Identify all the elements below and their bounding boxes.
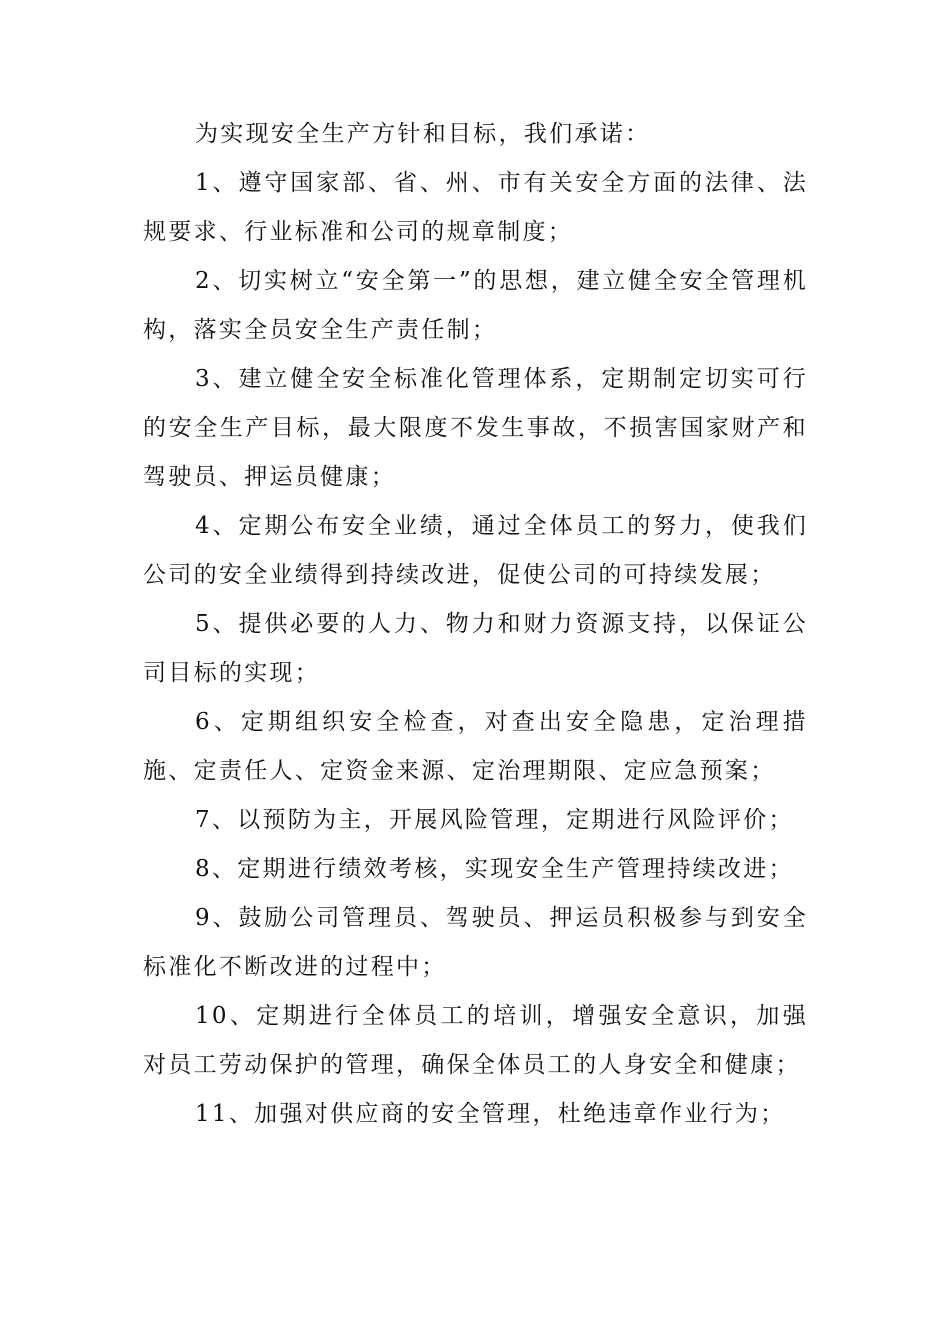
commitment-item-5: 5、提供必要的人力、物力和财力资源支持，以保证公司目标的实现；: [143, 611, 808, 686]
commitment-item-7: 7、以预防为主，开展风险管理，定期进行风险评价；: [195, 807, 794, 833]
commitment-item-2: 2、切实树立“安全第一”的思想，建立健全安全管理机构，落实全员安全生产责任制；: [143, 268, 808, 343]
commitment-item-6: 6、定期组织安全检查，对查出安全隐患，定治理措施、定责任人、定资金来源、定治理期限、定应急预案；: [143, 709, 808, 784]
commitment-item-10: 10、定期进行全体员工的培训，增强安全意识，加强对员工劳动保护的管理，确保全体员工的人身安全和健康；: [143, 1003, 808, 1078]
commitment-item-4: 4、定期公布安全业绩，通过全体员工的努力，使我们公司的安全业绩得到持续改进，促使公司的可持续发展；: [143, 513, 808, 588]
commitment-item-1: 1、遵守国家部、省、州、市有关安全方面的法律、法规要求、行业标准和公司的规章制度；: [143, 170, 808, 245]
commitment-item-11: 11、加强对供应商的安全管理，杜绝违章作业行为；: [195, 1101, 786, 1127]
commitment-item-9: 9、鼓励公司管理员、驾驶员、押运员积极参与到安全标准化不断改进的过程中；: [143, 905, 808, 980]
intro-paragraph: 为实现安全生产方针和目标，我们承诺：: [195, 121, 651, 147]
commitment-item-8: 8、定期进行绩效考核，实现安全生产管理持续改进；: [195, 856, 794, 882]
commitment-item-3: 3、建立健全安全标准化管理体系，定期制定切实可行的安全生产目标，最大限度不发生事故，不损害国家财产和驾驶员、押运员健康；: [143, 366, 808, 490]
document-body: [143, 110, 808, 1139]
